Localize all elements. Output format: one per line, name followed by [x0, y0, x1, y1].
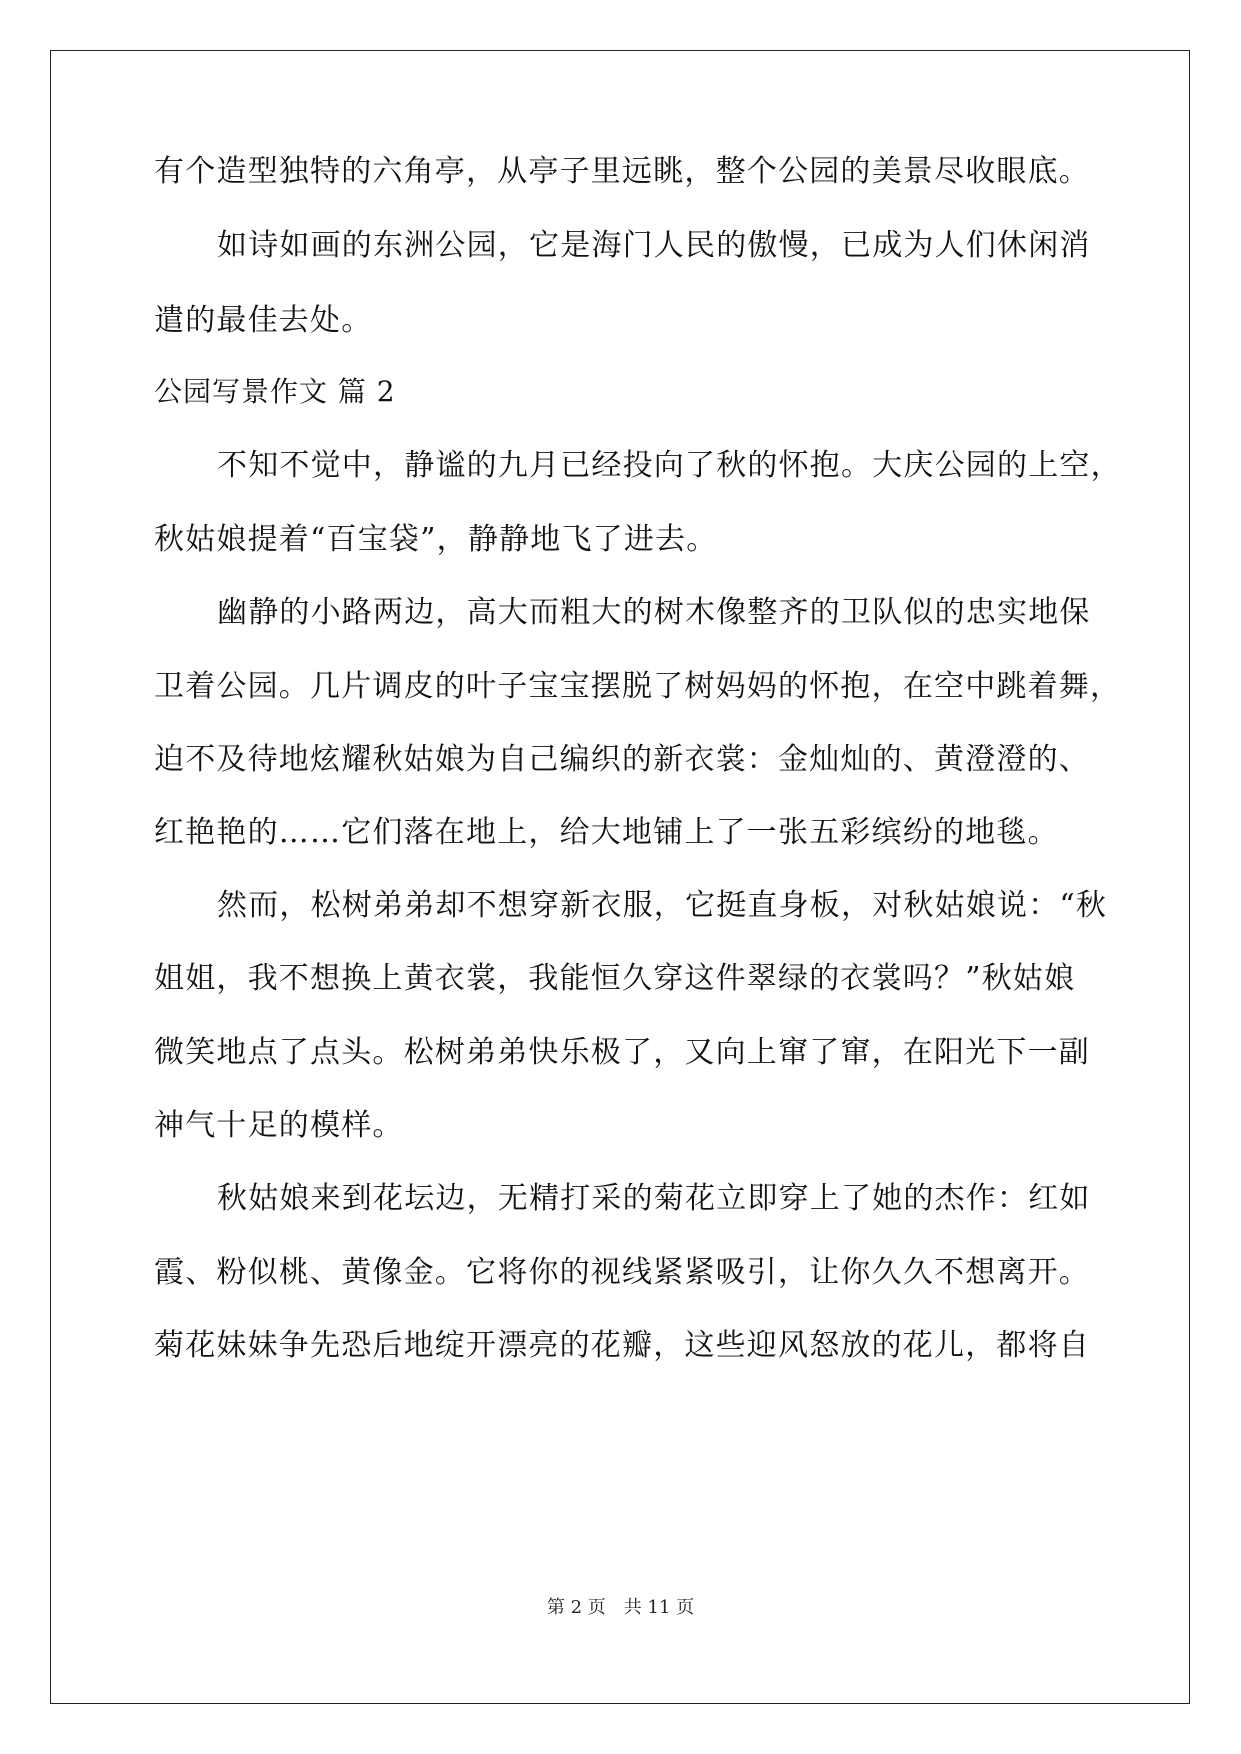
text-line: 菊花妹妹争先恐后地绽开漂亮的花瓣，这些迎风怒放的花儿，都将自	[154, 1328, 1090, 1363]
text-line: 霞、粉似桃、黄像金。它将你的视线紧紧吸引，让你久久不想离开。	[154, 1255, 1090, 1290]
text-line: 秋姑娘来到花坛边，无精打采的菊花立即穿上了她的杰作：红如	[217, 1181, 1091, 1216]
text-line: 如诗如画的东洲公园，它是海门人民的傲慢，已成为人们休闲消	[217, 228, 1091, 263]
text-line: 神气十足的模样。	[154, 1108, 404, 1143]
text-line: 遣的最佳去处。	[154, 303, 373, 338]
text-line: 不知不觉中，静谧的九月已经投向了秋的怀抱。大庆公园的上空，	[217, 448, 1122, 483]
text-line: 卫着公园。几片调皮的叶子宝宝摆脱了树妈妈的怀抱，在空中跳着舞，	[154, 669, 1122, 704]
text-line: 微笑地点了点头。松树弟弟快乐极了，又向上窜了窜，在阳光下一副	[154, 1035, 1090, 1070]
text-line: 然而，松树弟弟却不想穿新衣服，它挺直身板，对秋姑娘说：“秋	[217, 888, 1108, 923]
text-line: 迫不及待地炫耀秋姑娘为自己编织的新衣裳：金灿灿的、黄澄澄的、	[154, 742, 1090, 777]
text-line: 秋姑娘提着“百宝袋”，静静地飞了进去。	[154, 522, 718, 557]
text-line: 幽静的小路两边，高大而粗大的树木像整齐的卫队似的忠实地保	[217, 595, 1091, 630]
page-border	[50, 50, 1190, 1704]
text-line: 红艳艳的……它们落在地上，给大地铺上了一张五彩缤纷的地毯。	[154, 815, 1059, 850]
section-heading: 公园写景作文 篇 2	[154, 375, 396, 408]
text-line: 有个造型独特的六角亭，从亭子里远眺，整个公园的美景尽收眼底。	[154, 154, 1090, 189]
text-line: 姐姐，我不想换上黄衣裳，我能恒久穿这件翠绿的衣裳吗？”秋姑娘	[154, 961, 1076, 996]
page-number-footer: 第 2 页 共 11 页	[546, 1597, 695, 1618]
